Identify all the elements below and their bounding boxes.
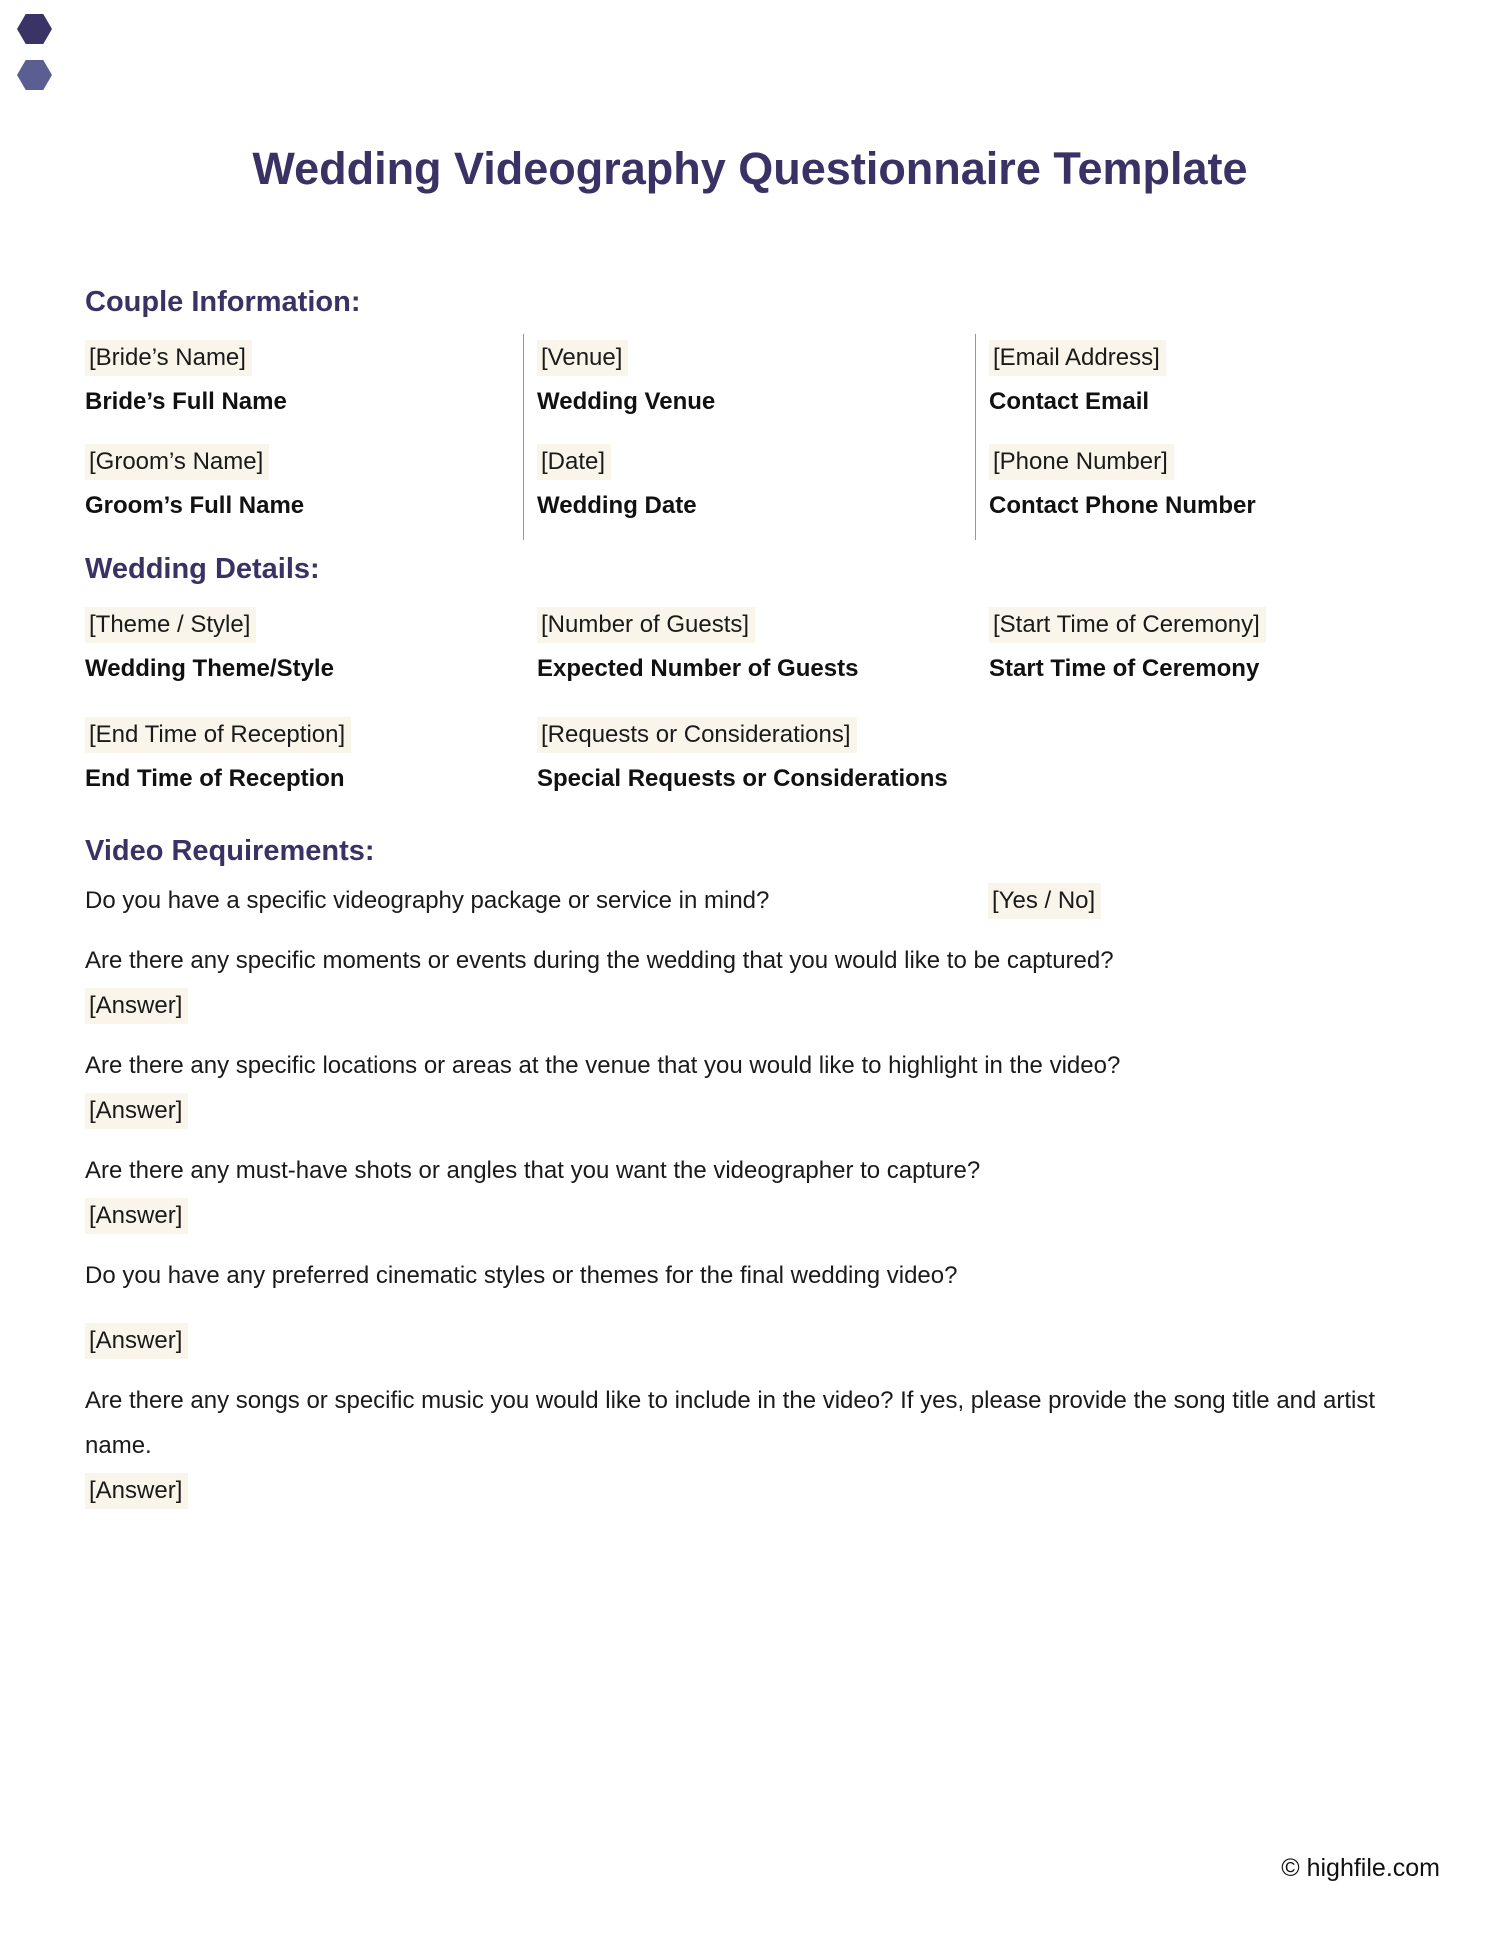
number-of-guests-field [523, 601, 975, 691]
email-placeholder[interactable]: [Email Address] [989, 340, 1166, 376]
theme-style-placeholder[interactable]: [Theme / Style] [85, 607, 256, 643]
ceremony-start-time-field [975, 601, 1440, 691]
ceremony-start-time-placeholder[interactable]: [Start Time of Ceremony] [989, 607, 1266, 643]
phone-placeholder[interactable]: [Phone Number] [989, 444, 1174, 480]
groom-name-label: Groom’s Full Name [85, 492, 305, 519]
yes-no-placeholder[interactable]: [Yes / No] [988, 883, 1101, 919]
email-label: Contact Email [989, 388, 1150, 415]
venue-field [537, 334, 975, 424]
question-must-have-shots [85, 1148, 1440, 1238]
highfile-logo [17, 14, 52, 90]
phone-field [989, 438, 1440, 528]
date-field [537, 438, 975, 528]
question-specific-moments [85, 938, 1440, 1028]
groom-name-field [85, 438, 523, 528]
hexagon-bottom-icon [17, 60, 52, 90]
couple-column-1 [85, 334, 523, 540]
number-of-guests-placeholder[interactable]: [Number of Guests] [537, 607, 755, 643]
date-label: Wedding Date [537, 492, 697, 519]
question-venue-locations-text: Are there any specific locations or areas at the venue that you would like to highlight in the video? [85, 1052, 1121, 1079]
question-videography-package-text: Do you have a specific videography package or service in mind? [85, 887, 770, 914]
question-songs-music [85, 1378, 1440, 1513]
question-songs-music-text: Are there any songs or specific music you would like to include in the video? If yes, please provide the song title and artist name. [85, 1387, 1376, 1459]
reception-end-time-label: End Time of Reception [85, 765, 345, 792]
number-of-guests-label: Expected Number of Guests [537, 655, 859, 682]
couple-information-grid [85, 334, 1440, 540]
question-specific-moments-text: Are there any specific moments or events during the wedding that you would like to be captured? [85, 947, 1114, 974]
groom-name-placeholder[interactable]: [Groom’s Name] [85, 444, 269, 480]
cinematic-styles-answer-placeholder[interactable]: [Answer] [85, 1323, 188, 1359]
special-requests-field [523, 711, 975, 801]
ceremony-start-time-label: Start Time of Ceremony [989, 655, 1260, 682]
page-title: Wedding Videography Questionnaire Template [252, 143, 1248, 194]
bride-name-label: Bride’s Full Name [85, 388, 287, 415]
couple-column-3 [975, 334, 1440, 540]
special-requests-label: Special Requests or Considerations [537, 765, 948, 792]
must-have-shots-answer-placeholder[interactable]: [Answer] [85, 1198, 188, 1234]
phone-label: Contact Phone Number [989, 492, 1256, 519]
bride-name-placeholder[interactable]: [Bride’s Name] [85, 340, 252, 376]
document-body [85, 283, 1440, 1513]
venue-label: Wedding Venue [537, 388, 716, 415]
hexagon-top-icon [17, 14, 52, 44]
wedding-details-heading: Wedding Details: [85, 553, 320, 585]
question-cinematic-styles-text: Do you have any preferred cinematic styles or themes for the final wedding video? [85, 1262, 958, 1289]
couple-information-heading: Couple Information: [85, 286, 361, 318]
question-venue-locations [85, 1043, 1440, 1133]
question-videography-package [85, 878, 1440, 923]
reception-end-time-placeholder[interactable]: [End Time of Reception] [85, 717, 351, 753]
question-must-have-shots-text: Are there any must-have shots or angles that you want the videographer to capture? [85, 1157, 981, 1184]
video-requirements-heading: Video Requirements: [85, 835, 375, 867]
special-requests-placeholder[interactable]: [Requests or Considerations] [537, 717, 857, 753]
songs-music-answer-placeholder[interactable]: [Answer] [85, 1473, 188, 1509]
venue-placeholder[interactable]: [Venue] [537, 340, 628, 376]
footer-copyright: © highfile.com [1281, 1854, 1440, 1882]
date-placeholder[interactable]: [Date] [537, 444, 611, 480]
wedding-details-grid [85, 601, 1440, 801]
email-field [989, 334, 1440, 424]
theme-style-label: Wedding Theme/Style [85, 655, 334, 682]
reception-end-time-field [85, 711, 523, 801]
couple-column-2 [523, 334, 975, 540]
specific-moments-answer-placeholder[interactable]: [Answer] [85, 988, 188, 1024]
venue-locations-answer-placeholder[interactable]: [Answer] [85, 1093, 188, 1129]
question-cinematic-styles [85, 1253, 1440, 1363]
bride-name-field [85, 334, 523, 424]
theme-style-field [85, 601, 523, 691]
